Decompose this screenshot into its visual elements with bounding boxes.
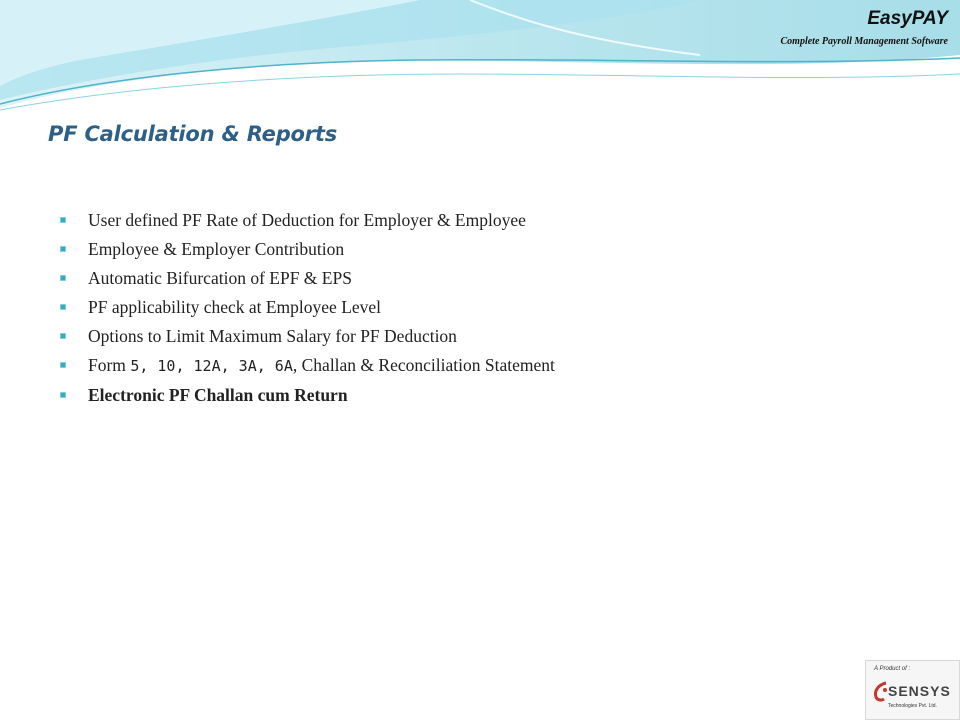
bullet-square-icon	[60, 246, 66, 252]
list-item-forms: Form 5, 10, 12A, 3A, 6A, Challan & Reconciliation Statement	[60, 351, 555, 381]
brand-tagline: Complete Payroll Management Software	[780, 36, 948, 47]
brand-name: EasyPAY	[867, 8, 948, 29]
logo-product-of: A Product of :	[874, 666, 911, 672]
feature-list	[60, 206, 555, 410]
brand-block	[781, 8, 949, 47]
bullet-square-icon	[60, 304, 66, 310]
company-logo	[865, 660, 960, 720]
bullet-square-icon	[60, 362, 66, 368]
logo-company: SENSYS	[888, 683, 951, 699]
bullet-square-icon	[60, 392, 66, 398]
logo-company-full: Technologies Pvt. Ltd.	[888, 703, 937, 709]
list-item-highlight: Electronic PF Challan cum Return	[60, 381, 555, 410]
list-item: Options to Limit Maximum Salary for PF Deduction	[60, 322, 555, 351]
list-item: Automatic Bifurcation of EPF & EPS	[60, 264, 555, 293]
slide-title: PF Calculation & Reports	[48, 122, 338, 146]
list-item: PF applicability check at Employee Level	[60, 293, 555, 322]
form-codes: 5, 10, 12A, 3A, 6A	[130, 357, 293, 375]
bullet-square-icon	[60, 275, 66, 281]
list-item: User defined PF Rate of Deduction for Employer & Employee	[60, 206, 555, 235]
bullet-square-icon	[60, 217, 66, 223]
bullet-square-icon	[60, 333, 66, 339]
list-item: Employee & Employer Contribution	[60, 235, 555, 264]
